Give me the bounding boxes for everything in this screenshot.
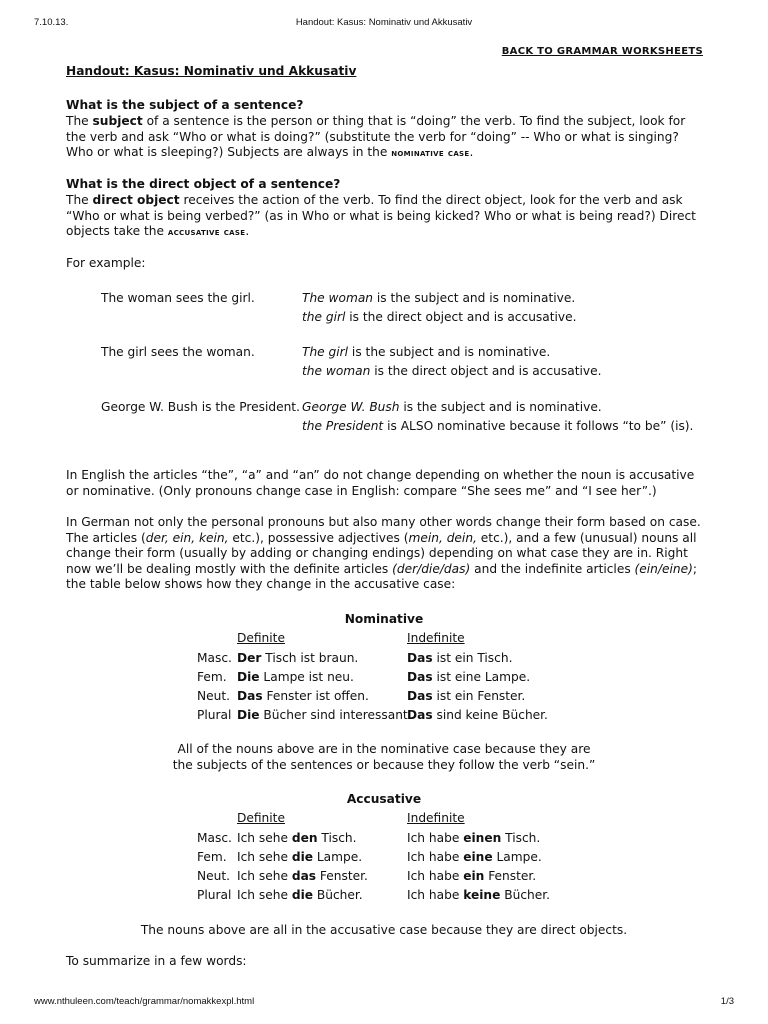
for-example-label: For example: [66, 256, 146, 270]
column-header-indefinite: Indefinite [407, 631, 465, 645]
example-explanation-1: George W. Bush is the subject and is nominative. [302, 400, 602, 414]
example-sentence: The woman sees the girl. [101, 291, 255, 305]
indefinite-cell: Das ist ein Fenster. [407, 689, 526, 703]
definite-cell: Ich sehe den Tisch. [237, 831, 357, 845]
print-date: 7.10.13. [34, 17, 69, 28]
print-page-number: 1/3 [720, 996, 734, 1007]
indefinite-cell: Das sind keine Bücher. [407, 708, 548, 722]
column-header-definite: Definite [237, 631, 285, 645]
example-sentence: The girl sees the woman. [101, 345, 255, 359]
table-note-line-2: the subjects of the sentences or because they follow the verb “sein.” [172, 758, 596, 772]
table-title: Accusative [346, 792, 422, 806]
row-label: Plural [197, 708, 232, 722]
example-explanation-2: the woman is the direct object and is accusative. [302, 364, 602, 378]
example-explanation-1: The girl is the subject and is nominative. [302, 345, 551, 359]
table-title: Nominative [344, 612, 424, 626]
print-url: www.nthuleen.com/teach/grammar/nomakkexpl.html [34, 996, 255, 1007]
summary-lead: To summarize in a few words: [66, 954, 247, 968]
indefinite-cell: Ich habe ein Fenster. [407, 869, 537, 883]
german-case-paragraph: In German not only the personal pronouns but also many other words change their form based on case. The articles (der, ein, kein, etc.), possessive adjectives (mein, dein, etc.), and a few (unusual) nouns all change their form (usually by adding or changing endings) depending on what case they are in. Right now we’ll be dealing mostly with the definite articles (der/die/das) and the indefinite articles (ein/eine); the table below shows how they change in the accusative case: [66, 515, 701, 591]
definite-cell: Der Tisch ist braun. [237, 651, 359, 665]
object-paragraph: The direct object receives the action of the verb. To find the direct object, look for the verb and ask “Who or what is being verbed?” (as in Who or what is being kicked? Who or what is being read?) Direct objects take the accusative case. [66, 193, 696, 238]
example-explanation-1: The woman is the subject and is nominative. [302, 291, 576, 305]
definite-cell: Die Lampe ist neu. [237, 670, 354, 684]
indefinite-cell: Das ist eine Lampe. [407, 670, 531, 684]
row-label: Neut. [197, 869, 230, 883]
row-label: Neut. [197, 689, 230, 703]
row-label: Plural [197, 888, 232, 902]
table-note: The nouns above are all in the accusative case because they are direct objects. [140, 923, 628, 937]
print-page-title: Handout: Kasus: Nominativ und Akkusativ [295, 17, 473, 28]
definite-cell: Das Fenster ist offen. [237, 689, 369, 703]
indefinite-cell: Ich habe keine Bücher. [407, 888, 551, 902]
example-explanation-2: the President is ALSO nominative because it follows “to be” (is). [302, 419, 694, 433]
table-note-line-1: All of the nouns above are in the nominative case because they are [177, 742, 591, 756]
back-to-worksheets-link[interactable]: BACK TO GRAMMAR WORKSHEETS [501, 46, 703, 57]
indefinite-cell: Das ist ein Tisch. [407, 651, 513, 665]
subject-heading: What is the subject of a sentence? [66, 98, 304, 112]
english-articles-paragraph: In English the articles “the”, “a” and “an” do not change depending on whether the noun is accusative or nominative. (Only pronouns change case in English: compare “She sees me” and “I see her”.) [66, 468, 695, 498]
row-label: Fem. [197, 850, 227, 864]
column-header-definite: Definite [237, 811, 285, 825]
definite-cell: Ich sehe die Bücher. [237, 888, 363, 902]
definite-cell: Die Bücher sind interessant. [237, 708, 412, 722]
document-title: Handout: Kasus: Nominativ und Akkusativ [66, 64, 357, 78]
example-sentence: George W. Bush is the President. [101, 400, 300, 414]
indefinite-cell: Ich habe einen Tisch. [407, 831, 541, 845]
definite-cell: Ich sehe die Lampe. [237, 850, 363, 864]
example-explanation-2: the girl is the direct object and is accusative. [302, 310, 577, 324]
column-header-indefinite: Indefinite [407, 811, 465, 825]
row-label: Masc. [197, 651, 232, 665]
row-label: Masc. [197, 831, 232, 845]
row-label: Fem. [197, 670, 227, 684]
definite-cell: Ich sehe das Fenster. [237, 869, 368, 883]
subject-paragraph: The subject of a sentence is the person or thing that is “doing” the verb. To find the subject, look for the verb and ask “Who or what is doing?” (substitute the verb for “doing” -- Who or what is singing? Who or what is sleeping?) Subjects are always in the nominative case. [66, 114, 686, 159]
object-heading: What is the direct object of a sentence? [66, 177, 341, 191]
indefinite-cell: Ich habe eine Lampe. [407, 850, 542, 864]
